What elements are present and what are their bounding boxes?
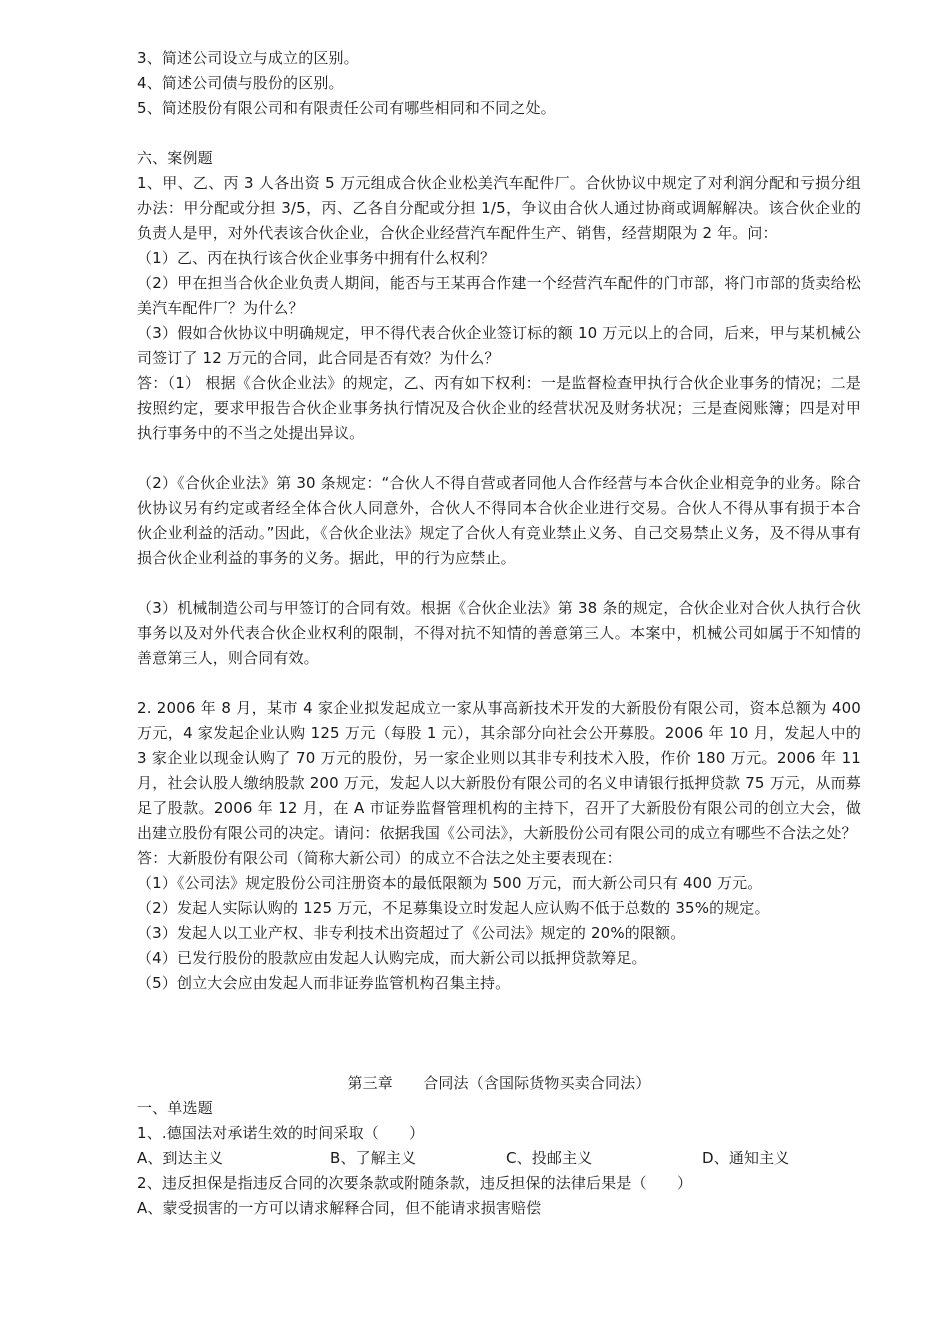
case2-answer-point: （1）《公司法》规定股份公司注册资本的最低限额为 500 万元，而大新公司只有 400 万元。 — [137, 874, 763, 892]
case2-answer-point: （3）发起人以工业产权、非专利技术出资超过了《公司法》规定的 20%的限额。 — [137, 924, 686, 942]
mc-question-2-option-a: A、蒙受损害的一方可以请求解释合同，但不能请求损害赔偿 — [137, 1199, 542, 1217]
case2-answer-intro: 答：大新股份有限公司（简称大新公司）的成立不合法之处主要表现在： — [137, 849, 622, 867]
case1-answer-3: （3）机械制造公司与甲签订的合同有效。根据《合伙企业法》第 38 条的规定，合伙企业对合伙人执行合伙事务以及对外代表合伙企业权利的限制，不得对抗不知情的善意第三人。本案中，机械公司如属于不知情的善意第三人，则合同有效。 — [137, 599, 861, 667]
document-body — [137, 46, 861, 1221]
case2-question: 2. 2006 年 8 月，某市 4 家企业拟发起成立一家从事高新技术开发的大新股份有限公司，资本总额为 400 万元，4 家发起企业认购 125 万元（每股 1 元），其余部分向社会公开募股。2006 年 10 月，发起人中的 3 家企业以现金认购了 70 万元的股份，另一家企业则以其非专利技术入股，作价 180 万元。2006 年 11 月，社会认股人缴纳股款 200 万元，发起人以大新股份有限公司的名义申请银行抵押贷款 75 万元，从而募足了股款。2006 年 12 月，在 A 市证券监督管理机构的主持下，召开了大新股份有限公司的创立大会，做出建立股份有限公司的决定。请问：依据我国《公司法》，大新股份公司有限公司的成立有哪些不合法之处？ — [137, 699, 861, 842]
short-question-4: 4、简述公司债与股份的区别。 — [137, 74, 344, 92]
option-c: C、投邮主义 — [506, 1149, 593, 1167]
short-question-3: 3、简述公司设立与成立的区别。 — [137, 49, 359, 67]
mc-question-1: 1、.德国法对承诺生效的时间采取（ ） — [137, 1124, 425, 1142]
option-d: D、通知主义 — [702, 1149, 790, 1167]
mc-question-2: 2、违反担保是指违反合同的次要条款或附随条款，违反担保的法律后果是（ ） — [137, 1174, 693, 1192]
case1-answer-1: 答：（1） 根据《合伙企业法》的规定，乙、丙有如下权利：一是监督检查甲执行合伙企业事务的情况；二是按照约定，要求甲报告合伙企业事务执行情况及合伙企业的经营状况及财务状况；三是查阅账簿；四是对甲执行事务中的不当之处提出异议。 — [137, 374, 861, 442]
chapter-heading: 第三章 合同法（含国际货物买卖合同法） — [347, 1074, 651, 1092]
case1-sub-question-2: （2）甲在担当合伙企业负责人期间，能否与王某再合作建一个经营汽车配件的门市部，将门市部的货卖给松美汽车配件厂？为什么？ — [137, 274, 861, 317]
short-question-5: 5、简述股份有限公司和有限责任公司有哪些相同和不同之处。 — [137, 99, 556, 117]
case1-answer-2: （2）《合伙企业法》第 30 条规定：“合伙人不得自营或者同他人合作经营与本合伙企业相竞争的业务。除合伙协议另有约定或者经全体合伙人同意外，合伙人不得同本合伙企业进行交易。合伙人不得从事有损于本合伙企业利益的活动。”因此，《合伙企业法》规定了合伙人有竞业禁止义务、自己交易禁止义务，及不得从事有损合伙企业利益的事务的义务。据此，甲的行为应禁止。 — [137, 474, 861, 567]
option-b: B、了解主义 — [330, 1149, 417, 1167]
case2-answer-point: （5）创立大会应由发起人而非证券监管机构召集主持。 — [137, 974, 511, 992]
section-title-single-choice: 一、单选题 — [137, 1099, 213, 1117]
case2-answer-point: （2）发起人实际认购的 125 万元，不足募集设立时发起人应认购不低于总数的 35%的规定。 — [137, 899, 770, 917]
mc-question-1-options — [137, 1146, 861, 1171]
case-section-title: 六、案例题 — [137, 149, 213, 167]
case1-question: 1、甲、乙、丙 3 人各出资 5 万元组成合伙企业松美汽车配件厂。合伙协议中规定了对利润分配和亏损分组办法：甲分配或分担 3/5，丙、乙各自分配或分担 1/5，争议由合伙人通过协商或调解解决。该合伙企业的负责人是甲，对外代表该合伙企业，合伙企业经营汽车配件生产、销售，经营期限为 2 年。问： — [137, 174, 861, 242]
case2-answer-point: （4）已发行股份的股款应由发起人认购完成，而大新公司以抵押贷款筹足。 — [137, 949, 647, 967]
case1-sub-question-1: （1）乙、丙在执行该合伙企业事务中拥有什么权利？ — [137, 249, 496, 267]
case1-sub-question-3: （3）假如合伙协议中明确规定，甲不得代表合伙企业签订标的额 10 万元以上的合同，后来，甲与某机械公司签订了 12 万元的合同，此合同是否有效？为什么？ — [137, 324, 861, 367]
option-a: A、到达主义 — [137, 1149, 224, 1167]
